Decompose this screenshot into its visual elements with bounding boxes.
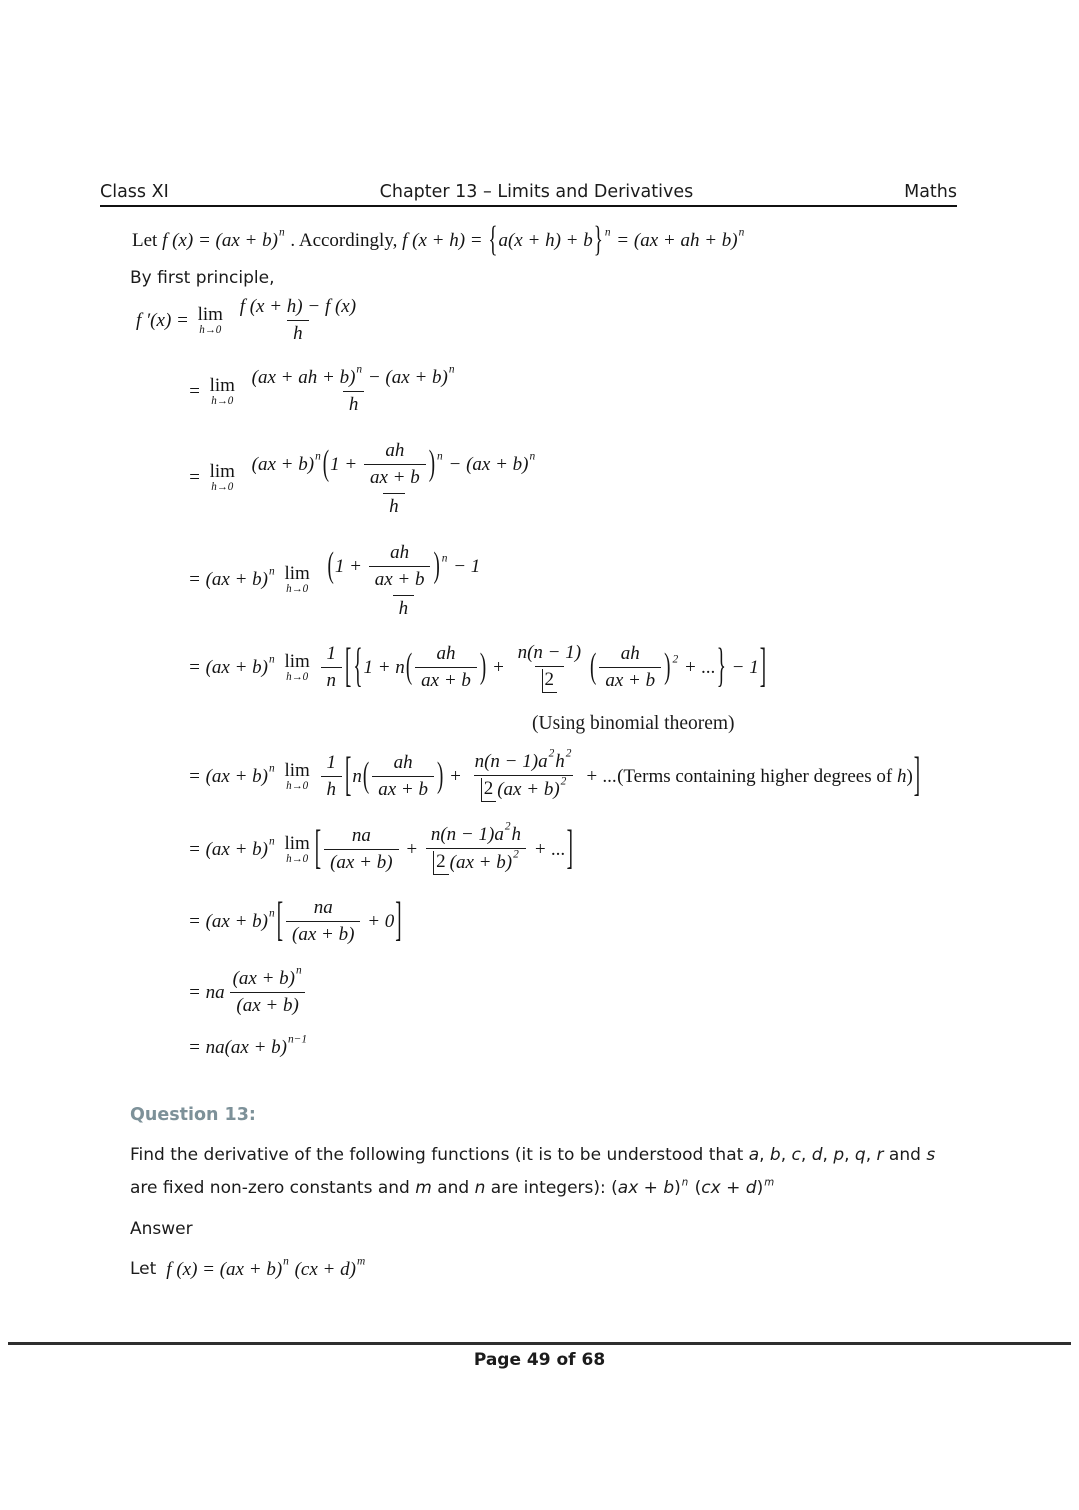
fraction: n(n − 1)a 2 h 2 (ax + b) 2 — [425, 822, 527, 877]
question-body: Find the derivative of the following functions (it is to be understood that a, b, c, d, p, q, r and s are fixed non-zero constants and m and n are integers): (ax + b)n (cx + d)m — [130, 1145, 936, 1199]
limit-symbol: lim h→0 — [284, 650, 310, 683]
fraction: f (x + h) − f (x) h — [234, 294, 362, 347]
header-subject-label: Maths — [904, 182, 957, 202]
fraction: na (ax + b) — [286, 895, 360, 948]
equation-step: = (ax + b) n lim h→0 [ na (ax + b) + n(n − 1)a 2 h 2 (ax + b) 2 + ... ] — [188, 822, 959, 877]
fraction: $\frac{ah}{ax + b}$ — [369, 540, 431, 593]
equation-step: = na(ax + b) n−1 — [188, 1033, 308, 1058]
equation-step: = (ax + b) n [ na (ax + b) + 0 ] — [188, 894, 402, 947]
answer-label: Answer — [130, 1219, 193, 1240]
limit-symbol: lim h→0 — [284, 832, 310, 865]
fraction: (ax + b) n (ax + b) — [227, 966, 309, 1019]
fraction: 1 h — [321, 750, 343, 803]
fraction: $\frac{ah}{ax + b}$ — [364, 438, 426, 491]
fraction: ah ax + b — [599, 641, 661, 694]
page-number: Page 49 of 68 — [473, 1350, 606, 1370]
intro-equation-line: Let f (x) = (ax + b) n . Accordingly, f (x + h) = { a(x + h) + b } n = (ax + ah + b) n — [132, 220, 745, 260]
fraction: ah ax + b — [415, 641, 477, 694]
equation-step: f ′(x) = lim h→0 f (x + h) − f (x) h — [136, 294, 959, 347]
equation-step: = (ax + b) n lim h→0 1 n [ { 1 + n ( ah ax + b ) + $\frac{n(n - 1)}{2}$ ( ah ax + b ) 2 + ... } − 1 ] — [188, 640, 959, 695]
fraction: (ax + ah + b) n − (ax + b) n h — [246, 365, 462, 418]
fraction: $\frac{n(n - 1)}{2}$ — [512, 640, 587, 695]
factorial-angle-symbol: 2 — [481, 778, 497, 802]
page-header — [100, 182, 957, 207]
equation-step: = (ax + b) n lim h→0 ( 1 + $\frac{ah}{ax + b}$ ) n − 1 h — [188, 538, 959, 622]
fraction: ( 1 + $\frac{ah}{ax + b}$ ) n − 1 h — [321, 538, 487, 622]
header-chapter-title: Chapter 13 – Limits and Derivatives — [379, 182, 694, 202]
let-label: Let — [130, 1259, 157, 1280]
fraction: (ax + b) n ( 1 + $\frac{ah}{ax + b}$ ) n − (ax + b) n h — [246, 436, 543, 520]
equation-step: = lim h→0 (ax + b) n ( 1 + $\frac{ah}{ax + b}$ ) n − (ax + b) n h — [188, 436, 959, 520]
binomial-note: (Using binomial theorem) — [532, 713, 735, 734]
fraction: 1 n — [321, 641, 343, 694]
fraction: ah ax + b — [372, 750, 434, 803]
factorial-angle-symbol: 2 — [433, 851, 449, 875]
page-footer — [8, 1342, 1071, 1370]
factorial-angle-symbol: 2 — [542, 669, 558, 693]
question-heading: Question 13: — [130, 1105, 256, 1125]
limit-symbol: lim h→0 — [209, 374, 235, 407]
let-equation: f (x) = (ax + b) n (cx + d) m — [166, 1255, 366, 1281]
limit-symbol: lim h→0 — [197, 303, 223, 336]
page-content — [130, 220, 959, 1281]
equation-step: = na (ax + b) n (ax + b) — [188, 966, 959, 1019]
header-class-label: Class XI — [100, 182, 169, 202]
by-first-principle-text: By first principle, — [130, 268, 275, 288]
fraction: n(n − 1)a 2 h 2 2 (ax + b) 2 — [469, 749, 579, 804]
limit-symbol: lim h→0 — [284, 563, 310, 596]
derivation-steps — [130, 294, 959, 1059]
limit-symbol: lim h→0 — [209, 461, 235, 494]
limit-symbol: lim h→0 — [284, 759, 310, 792]
equation-step: = lim h→0 (ax + ah + b) n − (ax + b) n h — [188, 365, 959, 418]
fraction: na (ax + b) — [324, 823, 398, 876]
equation-step: = (ax + b) n lim h→0 1 h [ n ( ah ax + b ) + n(n − 1)a 2 h 2 2 (ax + b) 2 + ... (Terms containing higher degrees of h ) ] — [188, 749, 959, 804]
let-equation-line — [130, 1255, 959, 1281]
